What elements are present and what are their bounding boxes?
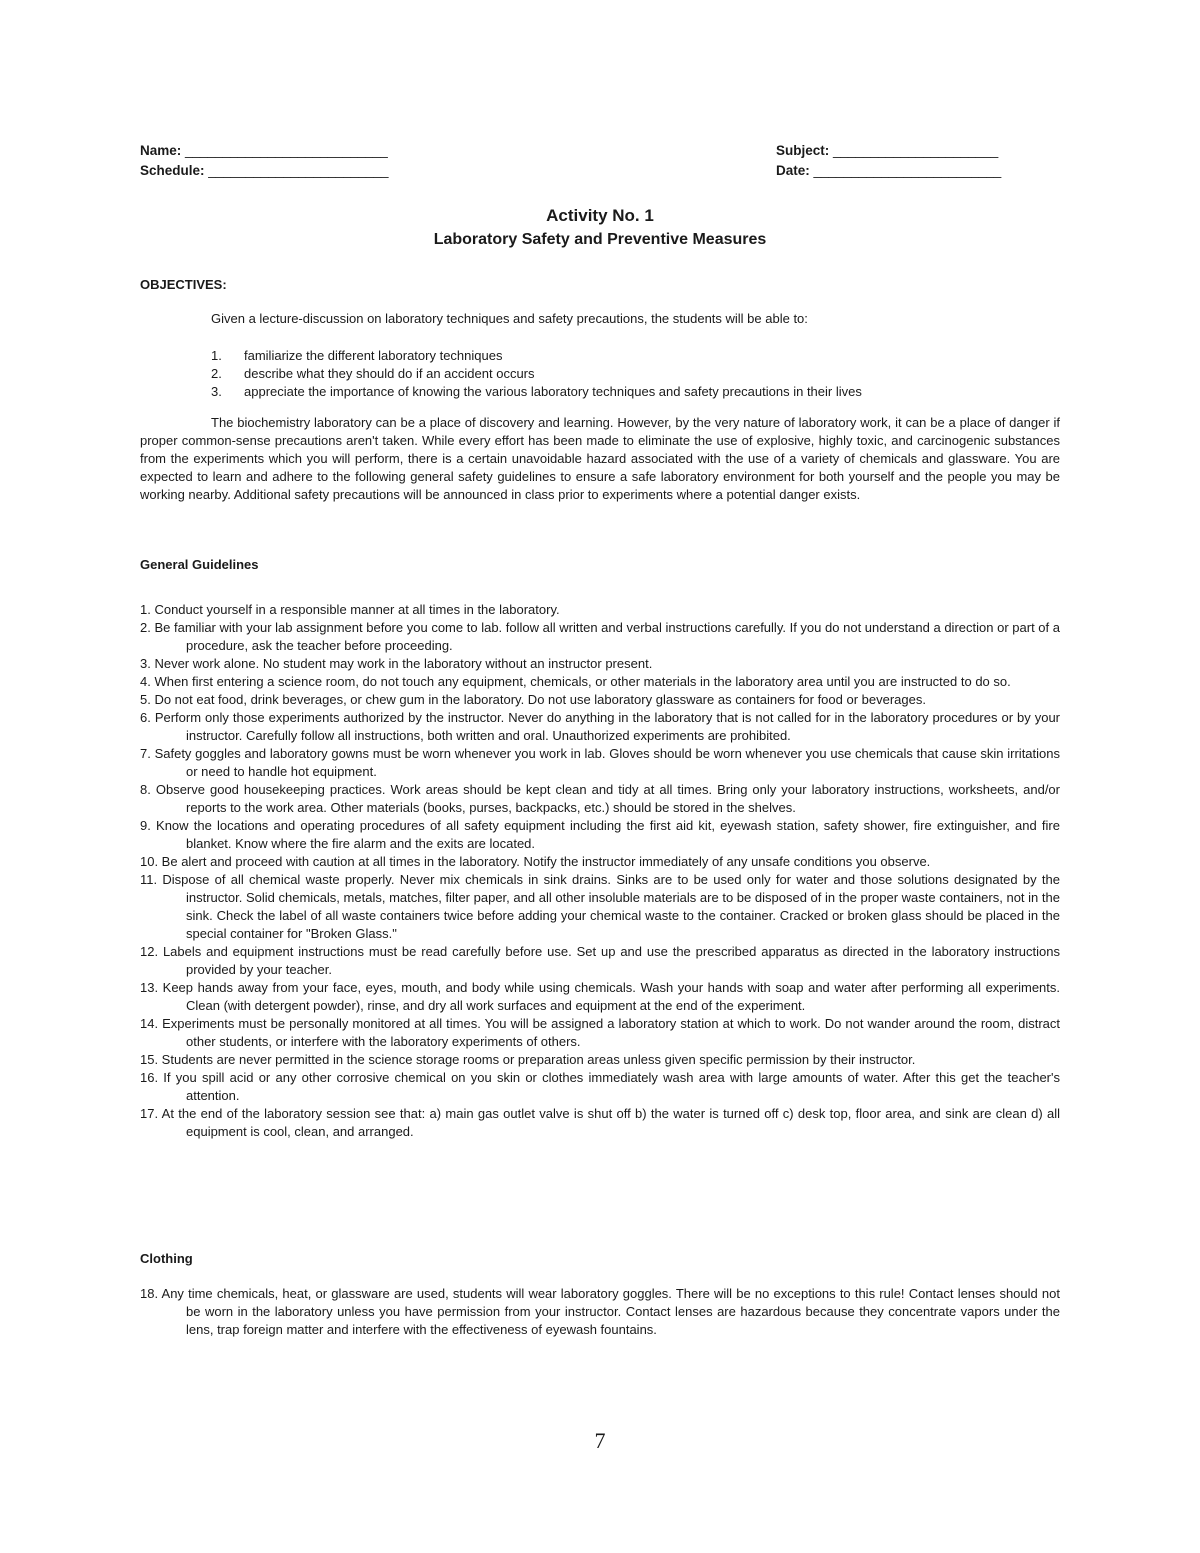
guideline-item: 11. Dispose of all chemical waste properly. Never mix chemicals in sink drains. Sinks are to be used only for water and those solutions designated by the instructor. Solid chemicals, metals, matches, filter paper, and all other insoluble materials are to be disposed of in the proper waste containers, not in the sink. Check the label of all waste containers twice before adding your chemical waste to the container. Cracked or broken glass should be placed in the special container for "Broken Glass." — [140, 872, 1060, 941]
subject-field — [776, 143, 998, 158]
schedule-blank: ________________________ — [208, 163, 389, 178]
objectives-intro: Given a lecture-discussion on laboratory techniques and safety precautions, the students will be able to: — [211, 311, 808, 326]
guideline-item: 5. Do not eat food, drink beverages, or chew gum in the laboratory. Do not use laboratory glassware as containers for food or beverages. — [140, 692, 926, 707]
guideline-item: 17. At the end of the laboratory session see that: a) main gas outlet valve is shut off b) the water is turned off c) desk top, floor area, and sink are clean d) all equipment is cool, clean, and arranged. — [140, 1106, 1060, 1139]
guideline-item: 12. Labels and equipment instructions must be read carefully before use. Set up and use the prescribed apparatus as directed in the laboratory instructions provided by your teacher. — [140, 944, 1060, 977]
guideline-item: 2. Be familiar with your lab assignment before you come to lab. follow all written and verbal instructions carefully. If you do not understand a direction or part of a procedure, ask the teacher before proceeding. — [140, 620, 1060, 653]
intro-paragraph: The biochemistry laboratory can be a place of discovery and learning. However, by the very nature of laboratory work, it can be a place of danger if proper common-sense precautions aren't taken. While every effort has been made to eliminate the use of explosive, highly toxic, and carcinogenic substances from the experiments which you will perform, there is a certain unavoidable hazard associated with the use of a variety of chemicals and glassware. You are expected to learn and adhere to the following general safety guidelines to ensure a safe laboratory environment for both yourself and the people you may be working nearby. Additional safety precautions will be announced in class prior to experiments where a potential danger exists. — [140, 415, 1060, 502]
guideline-item: 3. Never work alone. No student may work in the laboratory without an instructor present. — [140, 656, 653, 671]
guideline-item: 8. Observe good housekeeping practices. Work areas should be kept clean and tidy at all times. Bring only your laboratory instructions, worksheets, and/or reports to the work area. Other materials (books, purses, backpacks, etc.) should be stored in the shelves. — [140, 782, 1060, 815]
guideline-item: 1. Conduct yourself in a responsible manner at all times in the laboratory. — [140, 602, 560, 617]
name-blank: ___________________________ — [185, 143, 388, 158]
guideline-item: 10. Be alert and proceed with caution at all times in the laboratory. Notify the instructor immediately of any unsafe conditions you observe. — [140, 854, 931, 869]
title-block — [0, 204, 1200, 252]
subject-label: Subject: — [776, 143, 830, 158]
guideline-item: 14. Experiments must be personally monitored at all times. You will be assigned a laboratory station at which to work. Do not wander around the room, distract other students, or interfere with the laboratory experiments of others. — [140, 1016, 1060, 1049]
objectives-heading: OBJECTIVES: — [140, 277, 227, 292]
guideline-item: 13. Keep hands away from your face, eyes, mouth, and body while using chemicals. Wash your hands with soap and water after performing all experiments. Clean (with detergent powder), rinse, and dry all work surfaces and equipment at the end of the experiment. — [140, 980, 1060, 1013]
date-blank: _________________________ — [813, 163, 1002, 178]
schedule-label: Schedule: — [140, 163, 205, 178]
guideline-item: 15. Students are never permitted in the science storage rooms or preparation areas unless given specific permission by their instructor. — [140, 1052, 916, 1067]
general-guidelines-list — [140, 601, 1060, 1141]
clothing-item: 18. Any time chemicals, heat, or glassware are used, students will wear laboratory goggles. There will be no exceptions to this rule! Contact lenses should not be worn in the laboratory unless you have permission from your instructor. Contact lenses are hazardous because they concentrate vapors under the lens, trap foreign matter and interfere with the effectiveness of eyewash fountains. — [140, 1286, 1060, 1337]
subject-blank: ______________________ — [833, 143, 999, 158]
page-number: 7 — [594, 1428, 606, 1453]
objective-item: 3. appreciate the importance of knowing the various laboratory techniques and safety precautions in their lives — [211, 384, 862, 399]
objectives-list — [211, 347, 862, 401]
guideline-item: 6. Perform only those experiments authorized by the instructor. Never do anything in the laboratory that is not called for in the laboratory procedures or by your instructor. Carefully follow all instructions, both written and oral. Unauthorized experiments are prohibited. — [140, 710, 1060, 743]
guideline-item: 9. Know the locations and operating procedures of all safety equipment including the first aid kit, eyewash station, safety shower, fire extinguisher, and fire blanket. Know where the fire alarm and the exits are located. — [140, 818, 1060, 851]
clothing-heading: Clothing — [140, 1251, 193, 1266]
date-field — [776, 163, 1001, 178]
date-label: Date: — [776, 163, 810, 178]
guideline-item: 4. When first entering a science room, do not touch any equipment, chemicals, or other materials in the laboratory area until you are instructed to do so. — [140, 674, 1011, 689]
clothing-list — [140, 1285, 1060, 1339]
guideline-item: 7. Safety goggles and laboratory gowns must be worn whenever you work in lab. Gloves should be worn whenever you use chemicals that cause skin irritations or need to handle hot equipment. — [140, 746, 1060, 779]
objective-item: 2. describe what they should do if an accident occurs — [211, 366, 535, 381]
guideline-item: 16. If you spill acid or any other corrosive chemical on you skin or clothes immediately wash area with large amounts of water. After this get the teacher's attention. — [140, 1070, 1060, 1103]
name-field — [140, 143, 388, 158]
name-label: Name: — [140, 143, 182, 158]
activity-subtitle: Laboratory Safety and Preventive Measures — [433, 231, 767, 248]
activity-title: Activity No. 1 — [546, 206, 654, 225]
objective-item: 1. familiarize the different laboratory techniques — [211, 348, 503, 363]
schedule-field — [140, 163, 388, 178]
general-guidelines-heading: General Guidelines — [140, 557, 259, 572]
